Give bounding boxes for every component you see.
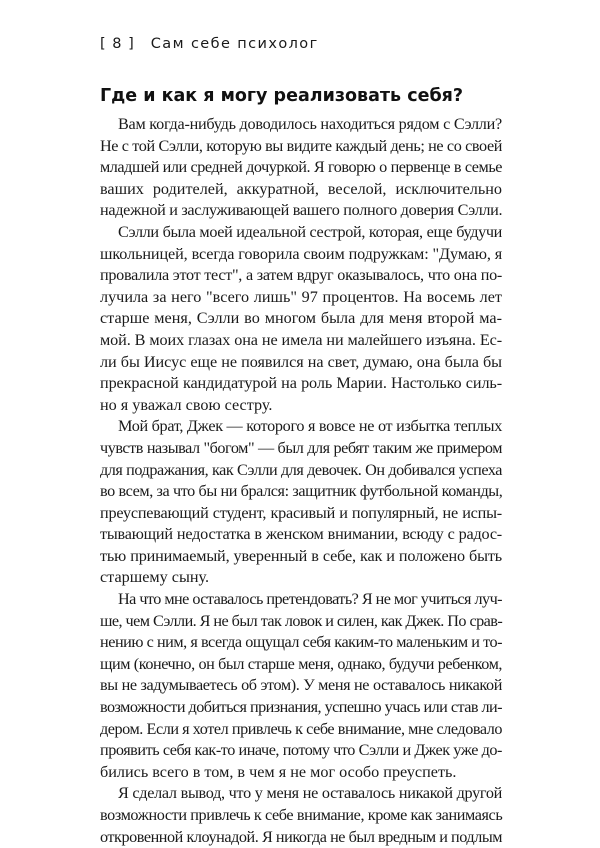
section-heading: Где и как я могу реализовать себя? (100, 86, 464, 106)
text-line: тывающий недостатка в женском внимании, всюду с радос- (100, 525, 502, 544)
running-header (100, 36, 319, 52)
text-line: для подражания, как Сэлли для девочек. Он добивался успеха (100, 460, 502, 479)
text-line: щим (конечно, он был старше меня, однако, будучи ребенком, (100, 654, 502, 673)
body-text (100, 114, 502, 848)
paragraph (100, 222, 502, 416)
text-line: откровенной клоунадой. Я никогда не был вредным и подлым (100, 827, 503, 846)
text-line: Сэлли была моей идеальной сестрой, которая, еще будучи (118, 222, 502, 241)
text-line: ли бы Иисус еще не появился на свет, думаю, она была бы (100, 352, 502, 371)
text-line: чувств называл "богом" — был для ребят таким же примером (100, 438, 502, 457)
text-line: но я уважал свою сестру. (100, 395, 273, 414)
paragraph (100, 589, 502, 783)
text-line: На что мне оставалось претендовать? Я не мог учиться луч- (118, 590, 502, 609)
text-line: старше меня, Сэлли во многом была для меня второй ма- (100, 309, 502, 328)
text-line: прекрасной кандидатурой на роль Марии. Настолько силь- (100, 374, 502, 393)
text-line: Вам когда-нибудь доводилось находиться рядом с Сэлли? (118, 115, 502, 133)
text-line: ше, чем Сэлли. Я не был так ловок и силен, как Джек. По срав- (100, 611, 503, 630)
text-line: надежной и заслуживающей вашего полного доверия Сэлли. (100, 201, 503, 220)
paragraph (100, 783, 502, 848)
text-line: во всем, за что бы ни брался: защитник футбольной команды, (100, 482, 503, 501)
text-line: провалила этот тест", а затем вдруг оказывалось, что она по- (100, 266, 502, 285)
text-line: проявить себя как-то иначе, потому что Сэлли и Джек уже до- (100, 741, 502, 760)
text-line: возможности добиться признания, успешно учась или став ли- (100, 698, 502, 717)
text-line: Не с той Сэлли, которую вы видите каждый день; не со своей (100, 136, 502, 155)
text-line: Я сделал вывод, что у меня не оставалось никакой другой (118, 784, 502, 803)
paragraph (100, 114, 502, 222)
text-line: нению с ним, я всегда ощущал себя каким-то маленьким и то- (100, 633, 503, 652)
text-line: тью принимаемый, уверенный в себе, как и положено быть (100, 546, 502, 565)
book-title: Сам себе психолог (150, 36, 319, 52)
text-line: мой. В моих глазах она не имела ни малейшего изъяна. Ес- (100, 330, 502, 349)
text-line: преуспевающий студент, красивый и популярный, не испы- (100, 503, 502, 522)
text-line: дером. Если я хотел привлечь к себе внимание, мне следовало (100, 719, 502, 738)
text-line: возможности привлечь к себе внимание, кроме как занимаясь (100, 806, 503, 824)
text-line: вы не задумываетесь об этом). У меня не оставалось никакой (100, 676, 502, 695)
page-number: [ 8 ] (100, 36, 135, 52)
text-line: бились всего в том, в чем я не мог особо преуспеть. (100, 762, 457, 781)
text-line: Мой брат, Джек — которого я вовсе не от избытка теплых (118, 417, 502, 436)
text-line: школьницей, всегда говорила своим подружкам: "Думаю, я (100, 244, 503, 263)
text-line: лучила за него "всего лишь" 97 процентов. На восемь лет (100, 287, 502, 306)
text-line: ваших родителей, аккуратной, веселой, исключительно (100, 179, 502, 198)
text-line: старшему сыну. (100, 568, 210, 587)
paragraph (100, 416, 502, 589)
text-line: младшей или средней дочуркой. Я говорю о первенце в семье (100, 158, 502, 177)
